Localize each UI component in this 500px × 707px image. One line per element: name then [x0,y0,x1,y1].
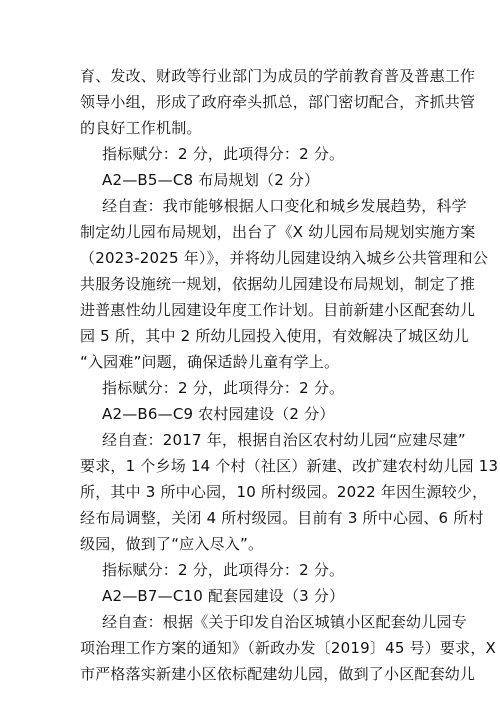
paragraph-line: （2023-2025 年）》，并将幼儿园建设纳入城乡公共管理和公 [80,249,488,267]
paragraph-line: 共服务设施统一规划，依据幼儿园建设布局规划，制定了推 [80,275,476,293]
paragraph-line: 园 5 所，其中 2 所幼儿园投入使用，有效解决了城区幼儿 [80,327,469,345]
section-heading: A2—B6—C9 农村园建设（2 分） [102,405,335,423]
score-line: 指标赋分：2 分，此项得分：2 分。 [102,145,345,163]
paragraph-line: 要求，1 个乡场 14 个村（社区）新建、改扩建农村幼儿园 13 [80,457,499,475]
paragraph-line: “入园难”问题，确保适龄儿童有学上。 [80,353,340,371]
paragraph-line: 制定幼儿园布局规划，出台了《X 幼儿园布局规划实施方案 [80,223,476,241]
paragraph-line: 的良好工作机制。 [80,119,202,137]
score-line: 指标赋分：2 分，此项得分：2 分。 [102,379,345,397]
paragraph-line: 项治理工作方案的通知》（新政办发〔2019〕45 号）要求，X [80,639,497,657]
paragraph-line: 育、发改、财政等行业部门为成员的学前教育普及普惠工作 [80,67,476,85]
score-line: 指标赋分：2 分，此项得分：2 分。 [102,561,345,579]
paragraph-line: 经自查：根据《关于印发自治区城镇小区配套幼儿园专 [102,613,467,631]
section-heading: A2—B5—C8 布局规划（2 分） [102,171,320,189]
paragraph-line: 经布局调整，关闭 4 所村级园。目前有 3 所中心园、6 所村 [80,509,484,527]
paragraph-line: 领导小组，形成了政府牵头抓总，部门密切配合，齐抓共管 [80,93,476,111]
paragraph-line: 所，其中 3 所中心园，10 所村级园。2022 年因生源较少， [80,483,488,501]
section-heading: A2—B7—C10 配套园建设（3 分） [102,587,345,605]
paragraph-line: 经自查：我市能够根据人口变化和城乡发展趋势，科学 [102,197,467,215]
paragraph-line: 经自查：2017 年，根据自治区农村幼儿园“应建尽建” [102,431,466,449]
paragraph-line: 进普惠性幼儿园建设年度工作计划。目前新建小区配套幼儿 [80,301,476,319]
paragraph-line: 市严格落实新建小区依标配建幼儿园，做到了小区配套幼儿 [80,665,476,683]
paragraph-line: 级园，做到了“应入尽入”。 [80,535,264,553]
